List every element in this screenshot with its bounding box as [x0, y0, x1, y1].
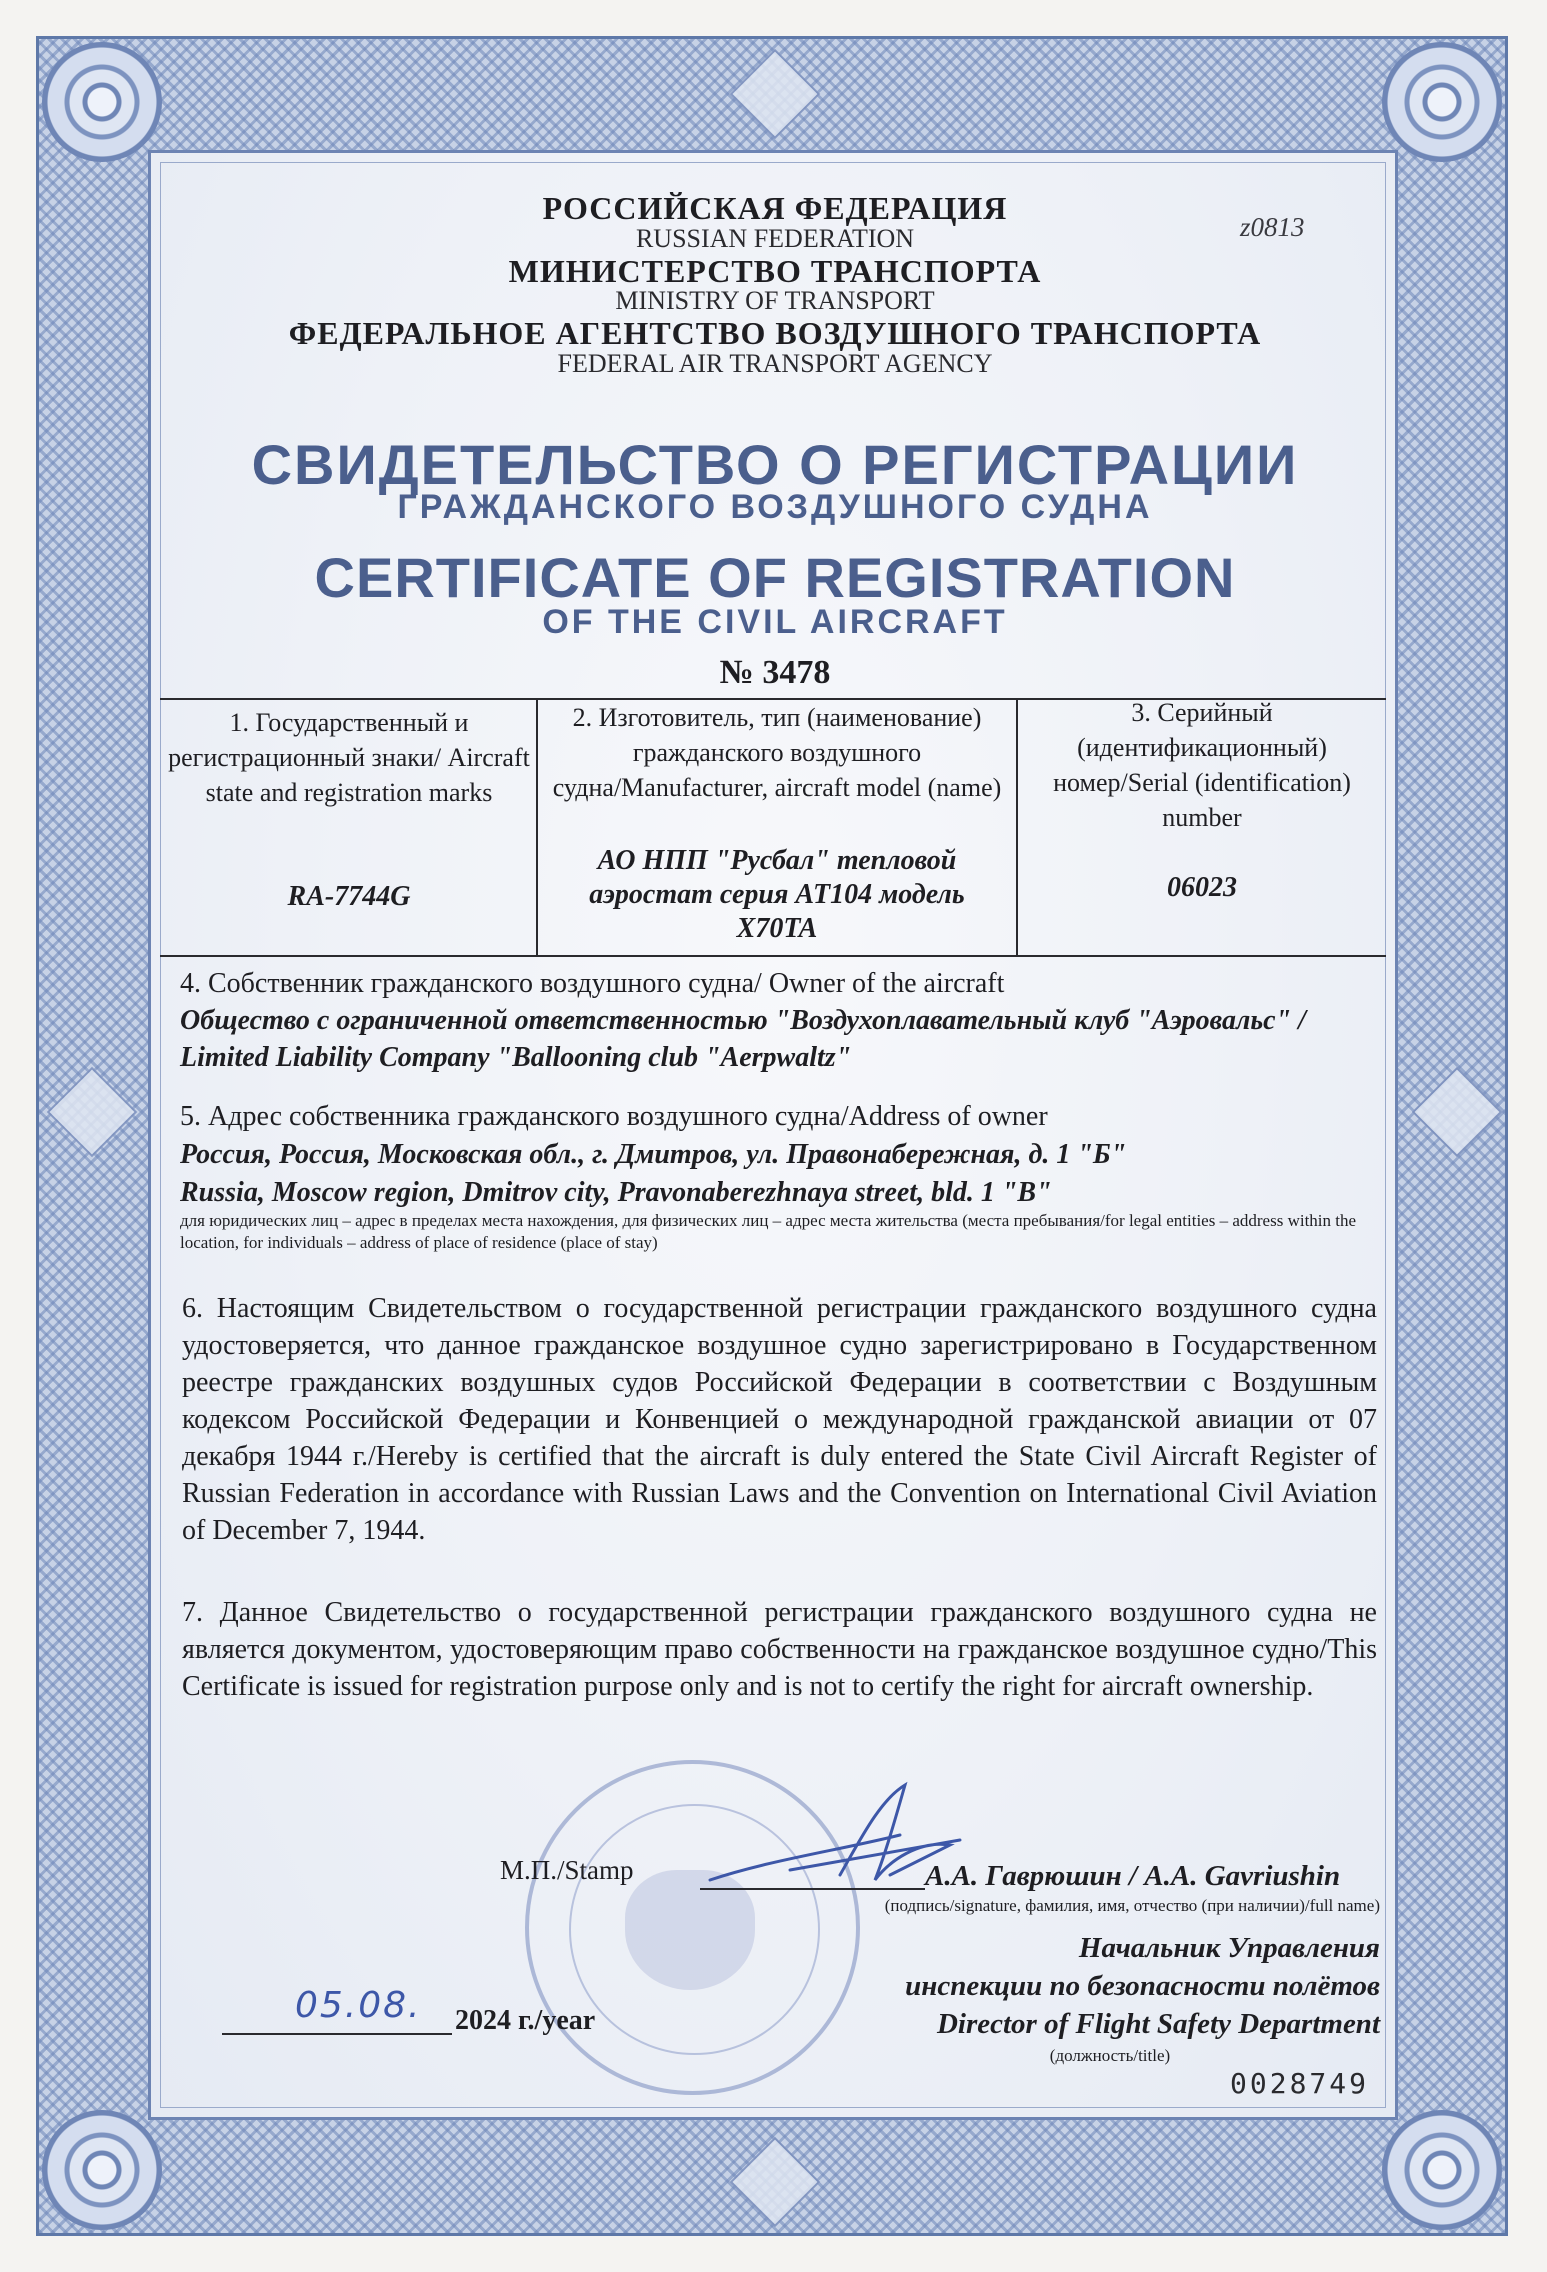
serial-number-value: 06023	[1167, 872, 1237, 903]
corner-rosette-top-left	[42, 42, 162, 162]
title-ru-sub: ГРАЖДАНСКОГО ВОЗДУШНОГО СУДНА	[397, 488, 1153, 526]
clause-6: 6. Настоящим Свидетельством о государственной регистрации гражданского воздушного судна удостоверяется, что данное гражданское воздушное судно зарегистрировано в Государственном реестре гражданских воздушных судов Российской Федерации в соответствии с Воздушным кодексом Российской Федерации и Конвенцией о международной гражданской авиации от 07 декабря 1944 г./Hereby is certified that the aircraft is duly entered the State Civil Aircraft Register of Russian Federation in accordance with Russian Laws and the Convention on International Civil Aviation of December 7, 1944.	[182, 1293, 1377, 1546]
table-bottom-rule	[160, 955, 1386, 957]
manufacturer-value: АО НПП "Русбал" тепловой аэростат серия АТ104 модель Х70ТА	[589, 845, 965, 944]
table-divider-1	[536, 698, 538, 957]
owner-value: Общество с ограниченной ответственностью "Воздухоплавательный клуб "Аэровальс" / Limited Liability Company "Ballooning club "Aerpwaltz"	[180, 1005, 1306, 1073]
signatory-title-en: Director of Flight Safety Department	[936, 2008, 1380, 2040]
document-code: z0813	[1240, 212, 1305, 242]
issue-year: 2024 г./year	[455, 2005, 596, 2036]
address-note: для юридических лиц – адрес в пределах места нахождения, для физических лиц – адрес места жительства (места пребывания/for legal entities – address within the location, for individuals – address of place of residence (place of stay)	[180, 1211, 1357, 1252]
title-ru-main: СВИДЕТЕЛЬСТВО О РЕГИСТРАЦИИ	[251, 433, 1299, 496]
address-value-ru: Россия, Россия, Московская обл., г. Дмитров, ул. Правонабережная, д. 1 "Б"	[180, 1139, 1127, 1170]
date-line	[222, 2033, 452, 2035]
header-line3-ru: ФЕДЕРАЛЬНОЕ АГЕНТСТВО ВОЗДУШНОГО ТРАНСПОРТА	[288, 315, 1262, 351]
header-line3-en: FEDERAL AIR TRANSPORT AGENCY	[557, 349, 993, 378]
corner-rosette-bottom-left	[42, 2110, 162, 2230]
title-en-main: CERTIFICATE OF REGISTRATION	[314, 546, 1236, 609]
aircraft-marks-header: 1. Государственный и регистрационный знаки/ Aircraft state and registration marks	[168, 708, 530, 807]
signatory-title-ru-1: Начальник Управления	[1078, 1932, 1380, 1964]
serial-number-header: 3. Серийный (идентификационный) номер/Serial (identification) number	[1053, 698, 1351, 832]
header-line1-ru: РОССИЙСКАЯ ФЕДЕРАЦИЯ	[542, 190, 1008, 226]
address-label: 5. Адрес собственника гражданского воздушного судна/Address of owner	[180, 1101, 1048, 1132]
signatory-title-caption: (должность/title)	[1049, 2046, 1171, 2065]
corner-rosette-top-right	[1382, 42, 1502, 162]
header-line1-en: RUSSIAN FEDERATION	[635, 224, 915, 253]
issue-date-handwritten: 05.08.	[295, 1985, 422, 2026]
signatory-title-ru-2: инспекции по безопасности полётов	[905, 1970, 1380, 2002]
blank-serial-number: 0028749	[1230, 2067, 1370, 2100]
signatory-caption: (подпись/signature, фамилия, имя, отчество (при наличии)/full name)	[884, 1896, 1380, 1915]
header-line2-en: MINISTRY OF TRANSPORT	[615, 286, 935, 315]
clause-7: 7. Данное Свидетельство о государственной регистрации гражданского воздушного судна не является документом, удостоверяющим право собственности на гражданское воздушное судно/This Certificate is issued for registration purpose only and is not to certify the right for aircraft ownership.	[182, 1597, 1377, 1702]
certificate-number: № 3478	[719, 654, 831, 691]
signatory-name: А.А. Гаврюшин / А.А. Gavriushin	[925, 1860, 1341, 1892]
address-value-en: Russia, Moscow region, Dmitrov city, Pravonaberezhnaya street, bld. 1 "B"	[180, 1177, 1052, 1208]
title-en-sub: OF THE CIVIL AIRCRAFT	[542, 603, 1008, 641]
manufacturer-header: 2. Изготовитель, тип (наименование) гражданского воздушного судна/Manufacturer, aircraft model (name)	[552, 703, 1002, 802]
header-line2-ru: МИНИСТЕРСТВО ТРАНСПОРТА	[508, 253, 1042, 289]
owner-label: 4. Собственник гражданского воздушного судна/ Owner of the aircraft	[180, 968, 1005, 999]
aircraft-marks-value: RA-7744G	[287, 881, 411, 912]
stamp-label: М.П./Stamp	[500, 1855, 634, 1885]
corner-rosette-bottom-right	[1382, 2110, 1502, 2230]
table-divider-2	[1016, 698, 1018, 957]
